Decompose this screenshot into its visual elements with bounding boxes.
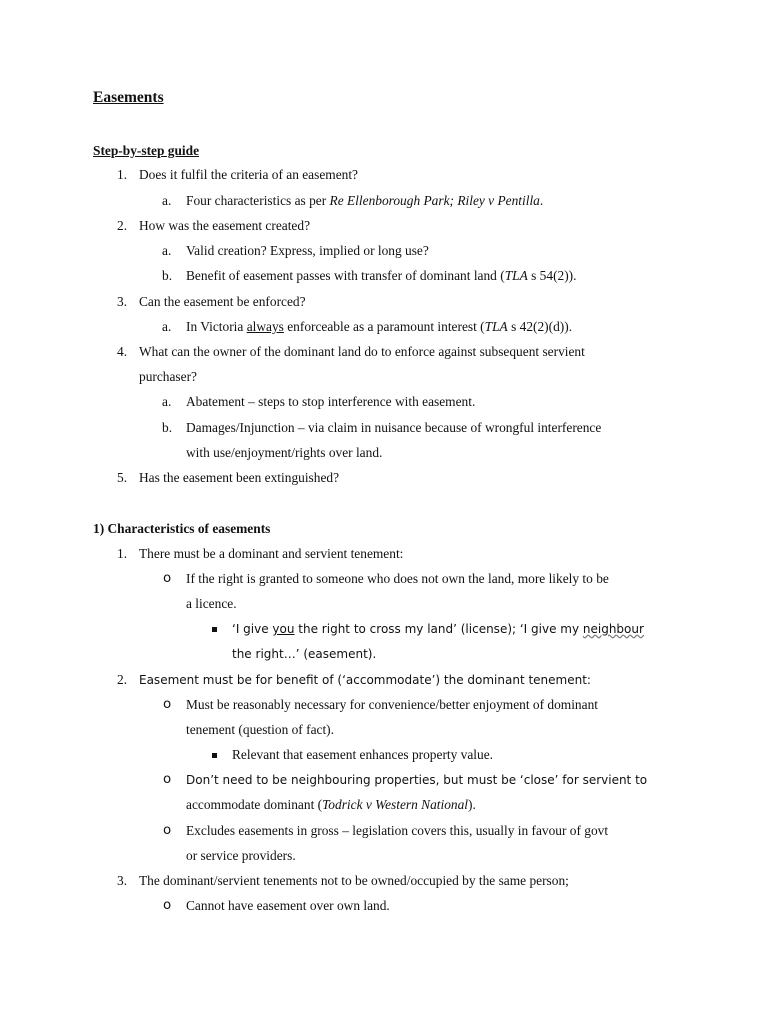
- s1-p2-o3-cont: or service providers.: [186, 848, 296, 863]
- s1-p3-o1: Cannot have easement over own land.: [186, 898, 390, 913]
- guide-q1-a: Four characteristics as per Re Ellenborough Park; Riley v Pentilla.: [186, 193, 544, 208]
- guide-heading: Step-by-step guide: [93, 143, 200, 158]
- s1-p1-s1: ‘I give you the right to cross my land’ (license); ‘I give my neighbour: [232, 622, 644, 636]
- list-number: 2.: [117, 672, 128, 687]
- list-letter: a.: [162, 394, 172, 409]
- list-letter: a.: [162, 193, 172, 208]
- s1-p1-o1: If the right is granted to someone who does not own the land, more likely to be: [186, 571, 609, 586]
- circle-bullet-icon: o: [163, 571, 172, 586]
- s1-p2-text: Easement must be for benefit of (‘accommodate’) the dominant tenement:: [139, 673, 591, 687]
- square-bullet-icon: [212, 627, 217, 632]
- circle-bullet-icon: o: [163, 823, 172, 838]
- guide-q4-text: What can the owner of the dominant land do to enforce against subsequent servient: [139, 344, 585, 359]
- guide-q2-text: How was the easement created?: [139, 218, 311, 233]
- guide-q4-b-cont: with use/enjoyment/rights over land.: [186, 445, 383, 460]
- list-number: 5.: [117, 470, 128, 485]
- s1-p3-text: The dominant/servient tenements not to be owned/occupied by the same person;: [139, 873, 569, 888]
- s1-p2-s1: Relevant that easement enhances property value.: [232, 747, 494, 762]
- list-number: 3.: [117, 294, 128, 309]
- s1-p1-s1-cont: the right…’ (easement).: [232, 647, 377, 661]
- s1-p2-o2: Don’t need to be neighbouring properties, but must be ‘close’ for servient to: [186, 773, 648, 787]
- guide-q3-a: In Victoria always enforceable as a paramount interest (TLA s 42(2)(d)).: [186, 319, 573, 334]
- guide-q2-b: Benefit of easement passes with transfer of dominant land (TLA s 54(2)).: [186, 268, 577, 283]
- s1-p2-o2-cont: accommodate dominant (Todrick v Western National).: [186, 797, 476, 812]
- circle-bullet-icon: o: [163, 898, 172, 913]
- list-number: 4.: [117, 344, 128, 359]
- guide-q4-b: Damages/Injunction – via claim in nuisance because of wrongful interference: [186, 420, 602, 435]
- list-letter: a.: [162, 319, 172, 334]
- guide-q5-text: Has the easement been extinguished?: [139, 470, 340, 485]
- case-citation: Re Ellenborough Park; Riley v Pentilla: [329, 193, 540, 208]
- circle-bullet-icon: o: [163, 697, 172, 712]
- guide-q4-a: Abatement – steps to stop interference with easement.: [186, 394, 476, 409]
- s1-p1-text: There must be a dominant and servient tenement:: [139, 546, 404, 561]
- s1-p2-o3: Excludes easements in gross – legislation covers this, usually in favour of govt: [186, 823, 609, 838]
- page-title: Easements: [93, 89, 164, 106]
- list-number: 3.: [117, 873, 128, 888]
- section-heading: 1) Characteristics of easements: [93, 521, 271, 536]
- list-number: 1.: [117, 167, 128, 182]
- circle-bullet-icon: o: [163, 772, 172, 787]
- guide-q1-text: Does it fulfil the criteria of an easement?: [139, 167, 358, 182]
- guide-q3-text: Can the easement be enforced?: [139, 294, 306, 309]
- list-letter: b.: [162, 268, 173, 283]
- guide-q4-text-cont: purchaser?: [139, 369, 197, 384]
- guide-q2-a: Valid creation? Express, implied or long use?: [186, 243, 429, 258]
- list-number: 2.: [117, 218, 128, 233]
- case-citation: Todrick v Western National: [322, 797, 469, 812]
- list-letter: a.: [162, 243, 172, 258]
- s1-p1-o1-cont: a licence.: [186, 596, 237, 611]
- s1-p2-o1: Must be reasonably necessary for convenience/better enjoyment of dominant: [186, 697, 598, 712]
- list-letter: b.: [162, 420, 173, 435]
- square-bullet-icon: [212, 753, 217, 758]
- s1-p2-o1-cont: tenement (question of fact).: [186, 722, 334, 737]
- list-number: 1.: [117, 546, 128, 561]
